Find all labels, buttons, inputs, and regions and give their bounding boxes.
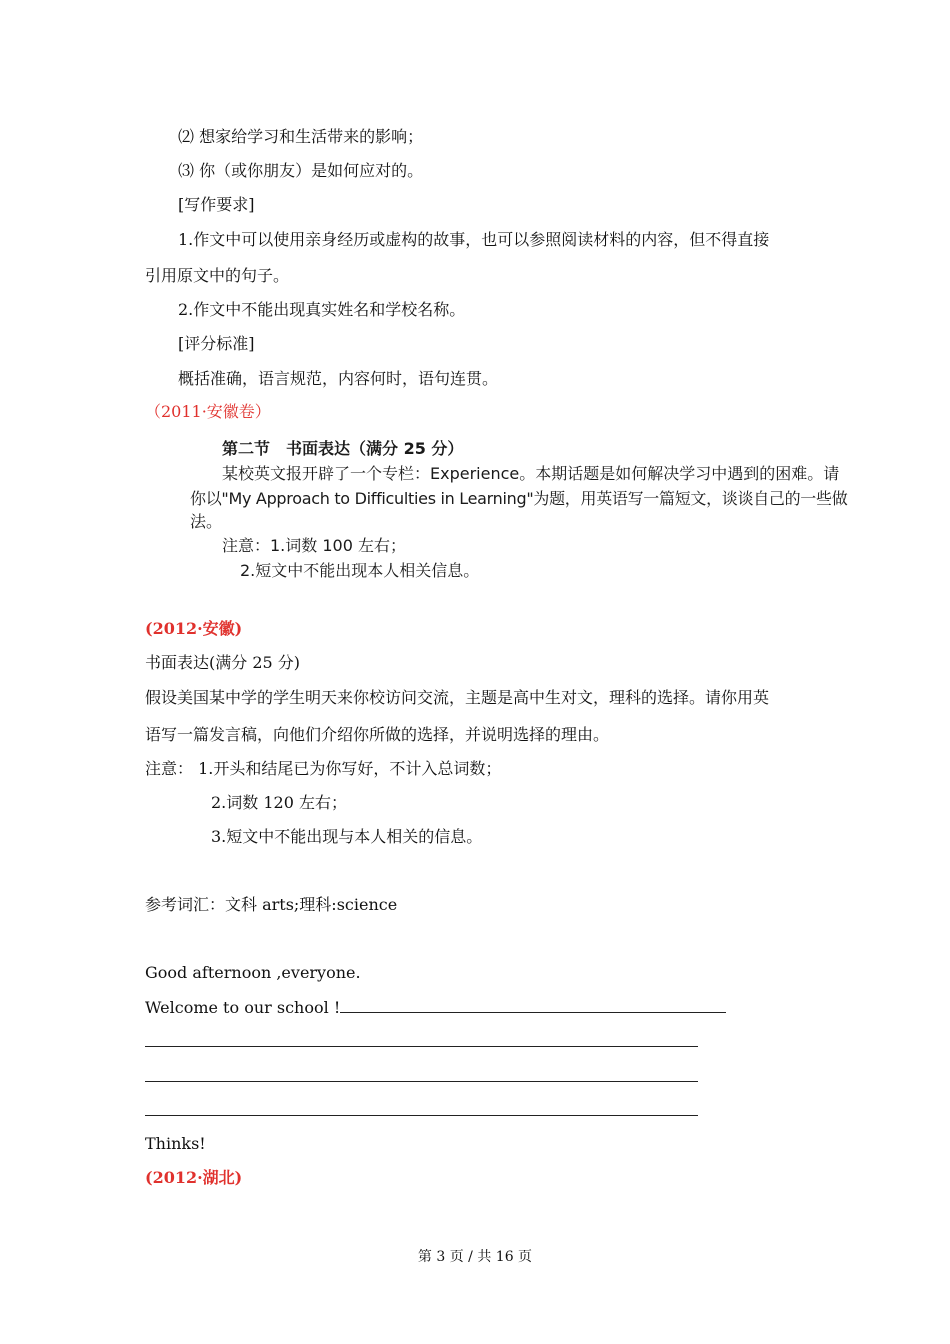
scoring-heading: [评分标准]: [178, 334, 255, 353]
item-2: ⑵ 想家给学习和生活带来的影响；: [178, 127, 424, 146]
task-2012-note-1: 注意： 1.开头和结尾已为你写好，不计入总词数；: [145, 759, 502, 778]
scan-paragraph-1a: 某校英文报开辟了一个专栏：Experience。本期话题是如何解决学习中遇到的困难。请: [222, 464, 840, 483]
answer-line-2[interactable]: [145, 1065, 698, 1088]
answer-line-3[interactable]: [145, 1099, 698, 1122]
scan-title: 第二节 书面表达（满分 25 分）: [222, 439, 464, 458]
speech-greeting: Good afternoon ,everyone.: [145, 963, 361, 982]
answer-line-1[interactable]: [145, 1030, 698, 1053]
scan-paragraph-1c: 法。: [190, 512, 223, 531]
speech-closing: Thinks!: [145, 1134, 206, 1153]
speech-welcome-line: [145, 996, 726, 1019]
vocabulary-reference: 参考词汇：文科 arts;理科:science: [145, 895, 398, 914]
item-3: ⑶ 你（或你朋友）是如何应对的。: [178, 161, 424, 180]
page-number: 第 3 页 / 共 16 页: [417, 1249, 533, 1265]
scan-note-2: 2.短文中不能出现本人相关信息。: [240, 561, 480, 580]
task-2012-paragraph-1a: 假设美国某中学的学生明天来你校访问交流，主题是高中生对文，理科的选择。请你用英: [145, 688, 770, 707]
requirement-2: 2.作文中不能出现真实姓名和学校名称。: [178, 300, 466, 319]
scan-note-1: 注意：1.词数 100 左右；: [222, 536, 406, 555]
requirements-heading: [写作要求]: [178, 195, 255, 214]
scan-paragraph-1b: 你以"My Approach to Difficulties in Learning"为题，用英语写一篇短文，谈谈自己的一些做: [190, 489, 848, 508]
task-2012-note-3: 3.短文中不能出现与本人相关的信息。: [211, 827, 483, 846]
task-2012-title: 书面表达(满分 25 分): [145, 653, 301, 672]
task-2012-note-2: 2.词数 120 左右；: [211, 793, 347, 812]
source-2012-anhui: (2012·安徽): [145, 619, 243, 638]
requirement-1b: 引用原文中的句子。: [145, 266, 290, 285]
source-2012-hubei: (2012·湖北): [145, 1168, 243, 1187]
scoring-text: 概括准确，语言规范，内容何时，语句连贯。: [178, 369, 499, 388]
requirement-1a: 1.作文中可以使用亲身经历或虚构的故事，也可以参照阅读材料的内容，但不得直接: [178, 230, 770, 249]
task-2012-paragraph-1b: 语写一篇发言稿，向他们介绍你所做的选择，并说明选择的理由。: [145, 725, 610, 744]
speech-welcome: Welcome to our school !: [145, 998, 341, 1017]
answer-blank[interactable]: [340, 996, 726, 1013]
source-2011-anhui: （2011·安徽卷）: [145, 402, 271, 421]
